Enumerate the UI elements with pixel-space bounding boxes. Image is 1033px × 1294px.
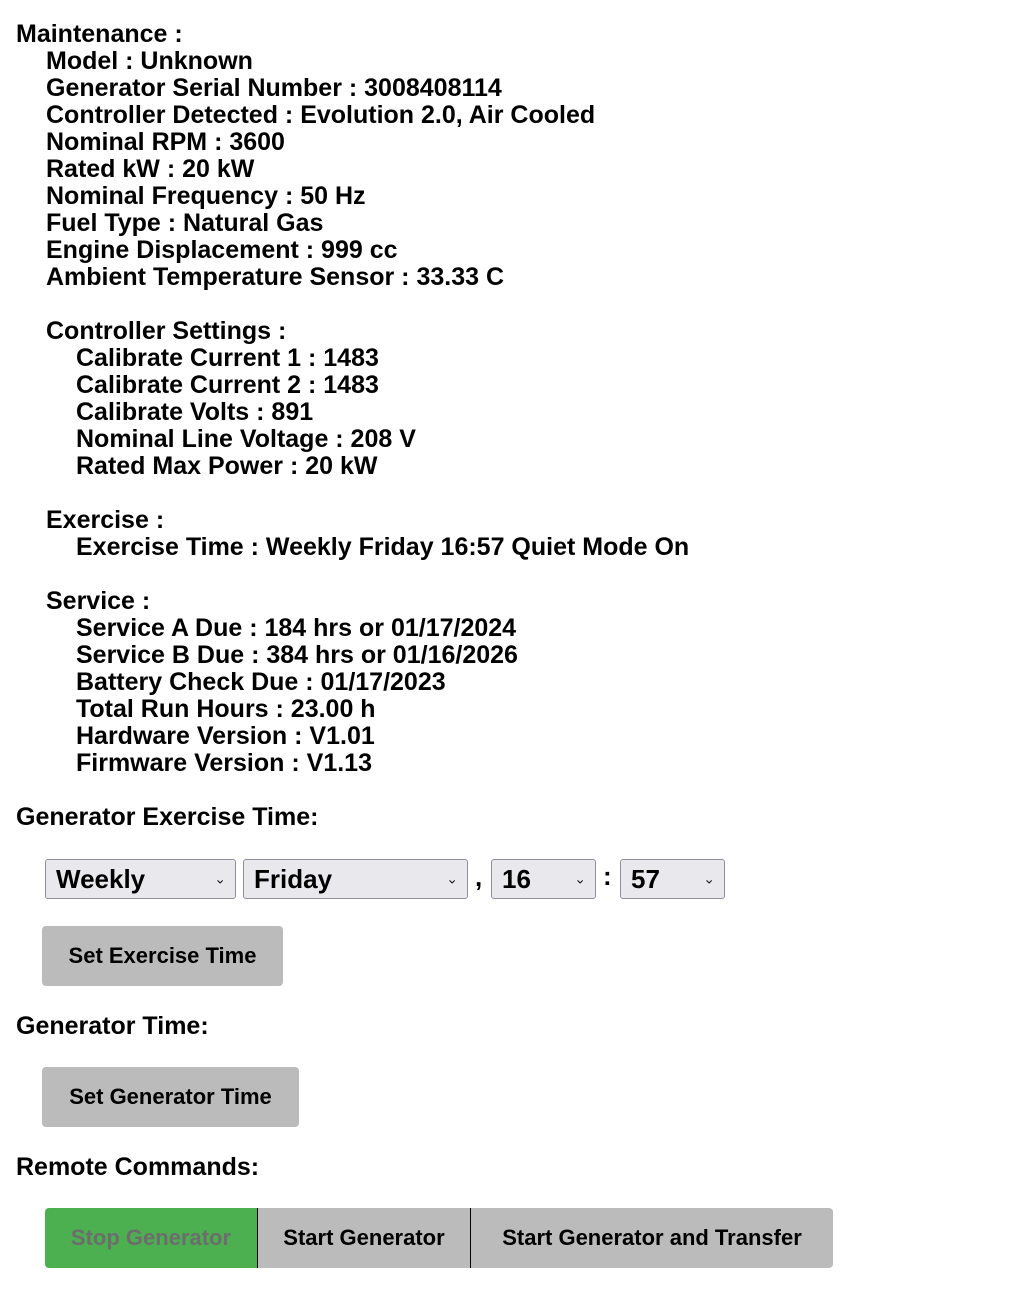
setting-calibrate-current-2: Calibrate Current 2 : 1483	[76, 371, 379, 399]
exercise-minute-dropdown[interactable]	[620, 859, 725, 899]
exercise-hour-dropdown[interactable]	[491, 859, 596, 899]
set-generator-time-button[interactable]: Set Generator Time	[42, 1067, 299, 1127]
info-rated-kw: Rated kW : 20 kW	[46, 155, 255, 183]
service-a-due: Service A Due : 184 hrs or 01/17/2024	[76, 614, 517, 642]
total-run-hours: Total Run Hours : 23.00 h	[76, 695, 376, 723]
exercise-frequency-dropdown[interactable]	[45, 859, 236, 899]
setting-nominal-line-voltage: Nominal Line Voltage : 208 V	[76, 425, 416, 453]
exercise-frequency-select[interactable]	[45, 859, 236, 899]
exercise-hour-select[interactable]	[491, 859, 596, 899]
exercise-minute-select[interactable]	[620, 859, 725, 899]
generator-time-heading: Generator Time:	[16, 1012, 209, 1040]
hardware-version: Hardware Version : V1.01	[76, 722, 375, 750]
setting-calibrate-volts: Calibrate Volts : 891	[76, 398, 314, 426]
info-controller-detected: Controller Detected : Evolution 2.0, Air Cooled	[46, 101, 596, 129]
info-engine-displacement: Engine Displacement : 999 cc	[46, 236, 398, 264]
comma-separator: ,	[475, 862, 483, 892]
info-model: Model : Unknown	[46, 47, 253, 75]
info-serial-number: Generator Serial Number : 3008408114	[46, 74, 502, 102]
remote-commands-heading: Remote Commands:	[16, 1153, 260, 1181]
battery-check-due: Battery Check Due : 01/17/2023	[76, 668, 446, 696]
exercise-time-info: Exercise Time : Weekly Friday 16:57 Quiet Mode On	[76, 533, 690, 561]
exercise-title: Exercise :	[46, 506, 165, 534]
service-b-due: Service B Due : 384 hrs or 01/16/2026	[76, 641, 518, 669]
start-generator-button[interactable]: Start Generator	[257, 1208, 470, 1268]
chevron-down-icon: ⌄	[446, 870, 458, 887]
info-ambient-temperature: Ambient Temperature Sensor : 33.33 C	[46, 263, 505, 291]
maintenance-info	[16, 21, 689, 777]
maintenance-title: Maintenance :	[16, 20, 183, 48]
remote-commands-group	[45, 1208, 833, 1268]
stop-generator-button[interactable]: Stop Generator	[45, 1208, 257, 1268]
set-exercise-time-button[interactable]: Set Exercise Time	[42, 926, 283, 986]
chevron-down-icon: ⌄	[703, 870, 715, 887]
info-fuel-type: Fuel Type : Natural Gas	[46, 209, 324, 237]
service-title: Service :	[46, 587, 151, 615]
firmware-version: Firmware Version : V1.13	[76, 749, 372, 777]
controller-settings-title: Controller Settings :	[46, 317, 287, 345]
exercise-time-heading: Generator Exercise Time:	[16, 803, 319, 831]
chevron-down-icon: ⌄	[574, 870, 586, 887]
info-nominal-rpm: Nominal RPM : 3600	[46, 128, 285, 156]
info-nominal-frequency: Nominal Frequency : 50 Hz	[46, 182, 366, 210]
colon-separator: :	[603, 861, 612, 891]
setting-rated-max-power: Rated Max Power : 20 kW	[76, 452, 378, 480]
exercise-day-dropdown[interactable]	[243, 859, 468, 899]
chevron-down-icon: ⌄	[214, 870, 226, 887]
setting-calibrate-current-1: Calibrate Current 1 : 1483	[76, 344, 379, 372]
start-generator-and-transfer-button[interactable]: Start Generator and Transfer	[470, 1208, 833, 1268]
exercise-day-select[interactable]	[243, 859, 468, 899]
